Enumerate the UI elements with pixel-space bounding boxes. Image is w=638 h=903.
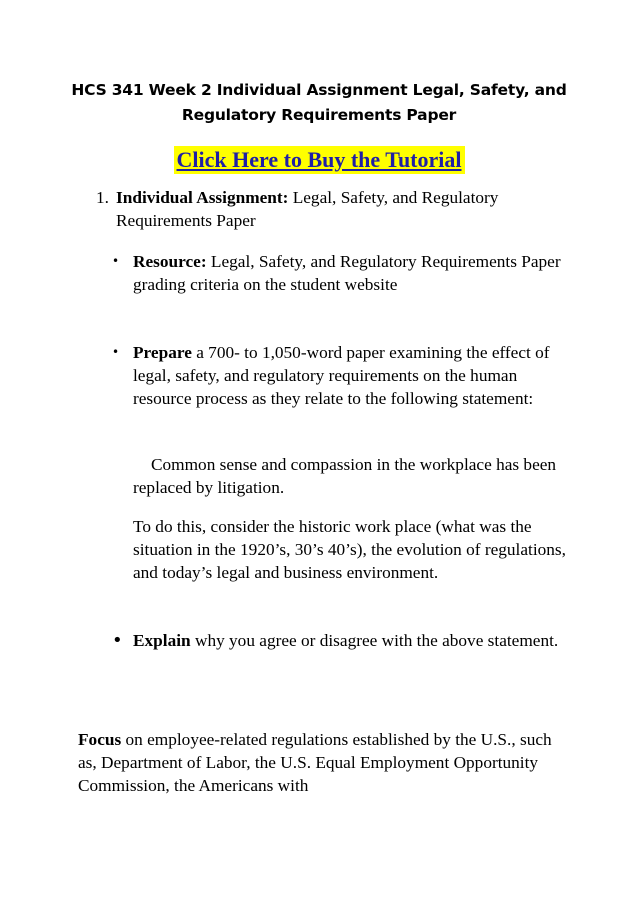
document-title <box>60 78 578 128</box>
bullet-explain <box>102 629 572 652</box>
bullet-prepare-text <box>133 341 572 410</box>
item-1-label: Individual Assignment: <box>116 188 289 207</box>
buy-tutorial-link[interactable]: Click Here to Buy the Tutorial <box>174 146 465 174</box>
bullet-resource-text <box>133 250 572 296</box>
bullet-resource <box>102 250 572 296</box>
title-line-1: HCS 341 Week 2 Individual Assignment Legal, Safety, and <box>71 81 567 99</box>
bullet-explain-text <box>133 629 572 652</box>
arrow-bullet-icon: • <box>112 254 120 268</box>
bullet-prepare <box>102 341 572 410</box>
item-number: 1. <box>96 188 109 207</box>
bullet-explain-label: Explain <box>133 631 191 650</box>
focus-text: on employee-related regulations established by the U.S., such as, Department of Labor, the U.S. Equal Employment Opportunity Commission, the Americans with <box>78 730 552 795</box>
bullet-prepare-label: Prepare <box>133 343 192 362</box>
buy-link-container <box>0 146 638 174</box>
item-1-text: Legal, Safety, and Regulatory Requirements Paper <box>116 188 499 230</box>
todo-paragraph: To do this, consider the historic work place (what was the situation in the 1920’s, 30’s 40’s), the evolution of regulations, and today’s legal and business environment. <box>133 517 566 582</box>
focus-paragraph <box>78 728 558 797</box>
title-line-2: Regulatory Requirements Paper <box>181 106 457 124</box>
bullet-resource-body: Legal, Safety, and Regulatory Requirements Paper grading criteria on the student website <box>133 252 561 294</box>
arrow-bullet-icon: • <box>112 345 120 359</box>
item-1-body <box>116 186 576 232</box>
statement-paragraph: Common sense and compassion in the workplace has been replaced by litigation. <box>133 455 557 497</box>
numbered-item-1 <box>96 186 576 232</box>
dot-bullet-icon: • <box>112 630 123 651</box>
bullet-prepare-body: a 700- to 1,050-word paper examining the effect of legal, safety, and regulatory requirements on the human resource process as they relate to the following statement: <box>133 343 550 408</box>
bullet-explain-body: why you agree or disagree with the above statement. <box>190 631 559 650</box>
focus-label: Focus <box>78 730 122 749</box>
bullet-resource-label: Resource: <box>133 252 207 271</box>
